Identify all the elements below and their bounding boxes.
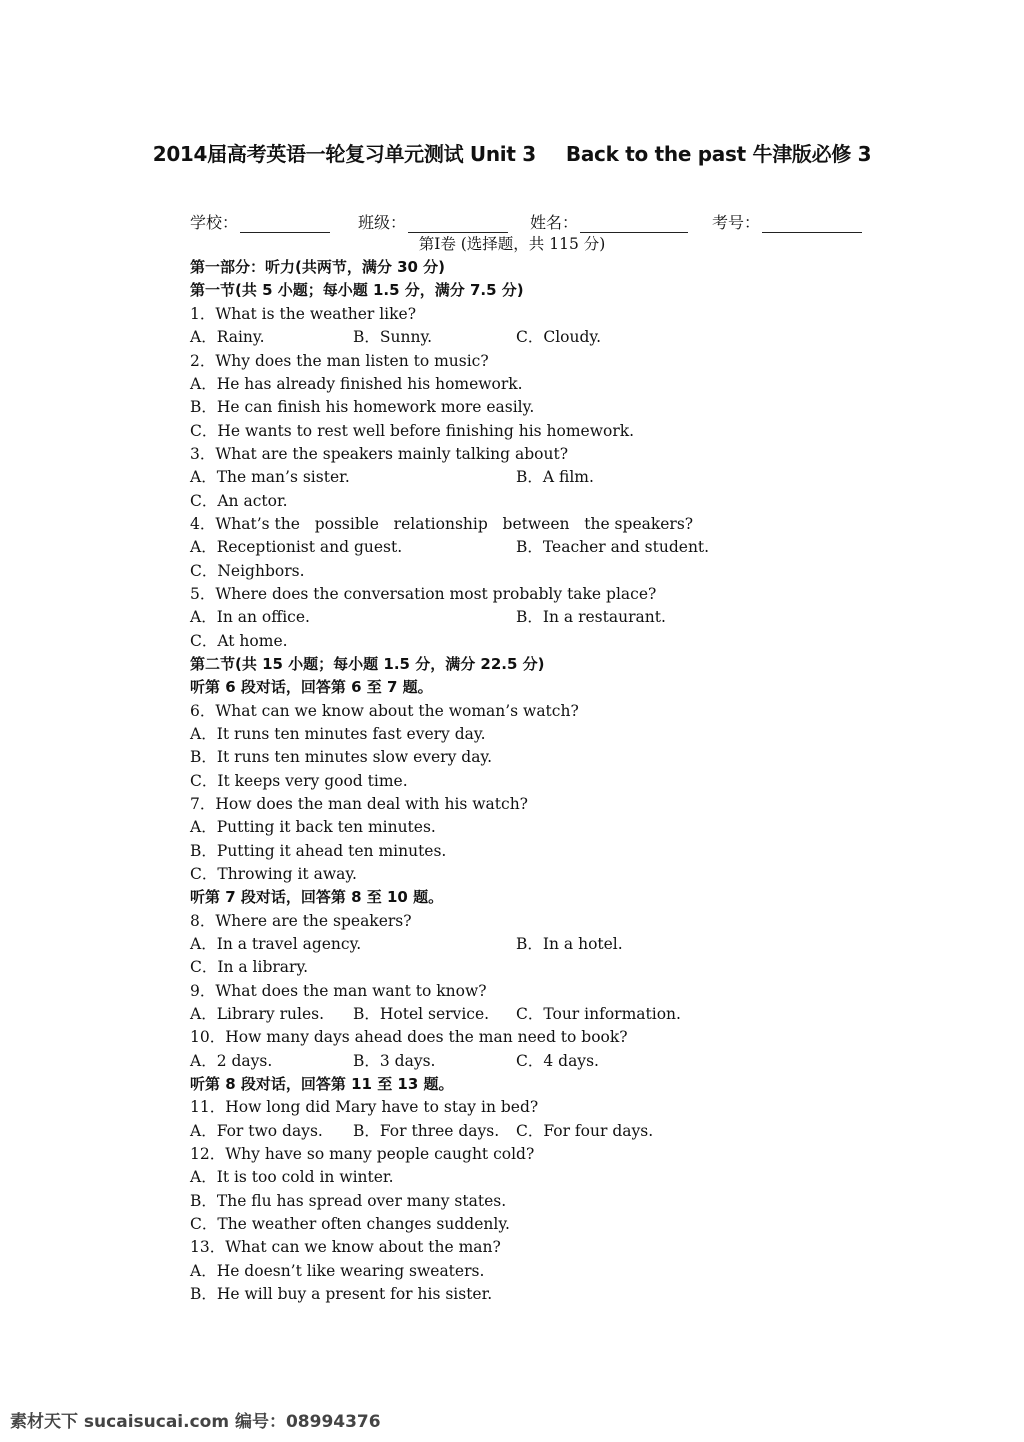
option-c: C．Throwing it away. (190, 865, 357, 883)
option-c: C．Neighbors. (190, 562, 305, 580)
question-3: 3．What are the speakers mainly talking about? (190, 445, 569, 463)
option-b: B．Sunny. (353, 328, 433, 346)
title-part1: 2014届高考英语一轮复习单元测试 Unit 3 (152, 142, 536, 166)
option-a: A．In a travel agency. (190, 935, 362, 953)
question-9: 9．What does the man want to know? (190, 982, 487, 1000)
option-b: B．In a restaurant. (516, 608, 666, 626)
option-a: A．It is too cold in winter. (190, 1168, 394, 1186)
watermark-bar: 素材天下 sucaisucai.com 编号：08994376 (10, 1412, 381, 1432)
number-field[interactable]: 考号： (712, 210, 862, 233)
option-b: B．3 days. (353, 1052, 436, 1070)
question-4: 4．What’s the possible relationship between the speakers? (190, 515, 694, 533)
option-a: A．It runs ten minutes fast every day. (190, 725, 486, 743)
option-b: B．For three days. (353, 1122, 500, 1140)
instruction-6: 听第 6 段对话，回答第 6 至 7 题。 (190, 678, 433, 696)
option-c: C．At home. (190, 632, 288, 650)
question-10: 10．How many days ahead does the man need to book? (190, 1028, 628, 1046)
name-field[interactable]: 姓名： (530, 210, 688, 233)
question-11: 11．How long did Mary have to stay in bed? (190, 1098, 539, 1116)
option-b: B．Teacher and student. (516, 538, 710, 556)
option-c: C．Tour information. (516, 1005, 681, 1023)
question-2: 2．Why does the man listen to music? (190, 352, 489, 370)
option-b: B．The flu has spread over many states. (190, 1192, 507, 1210)
question-7: 7．How does the man deal with his watch? (190, 795, 528, 813)
option-c: C．An actor. (190, 492, 288, 510)
volume-heading: 第Ⅰ卷 (选择题，共 115 分) (418, 235, 606, 253)
option-c: C．For four days. (516, 1122, 654, 1140)
option-b: B．He will buy a present for his sister. (190, 1285, 493, 1303)
section2-heading: 第二节(共 15 小题；每小题 1.5 分，满分 22.5 分) (190, 655, 545, 673)
option-a: A．Library rules. (190, 1005, 325, 1023)
option-c: C．He wants to rest well before finishing his homework. (190, 422, 635, 440)
option-b: B．A film. (516, 468, 594, 486)
page-title (0, 138, 1024, 167)
option-c: C．In a library. (190, 958, 309, 976)
option-a: A．Receptionist and guest. (190, 538, 403, 556)
part-heading: 第一部分：听力(共两节，满分 30 分) (190, 258, 446, 276)
class-field[interactable]: 班级： (358, 210, 508, 233)
option-a: A．Rainy. (190, 328, 265, 346)
option-b: B．In a hotel. (516, 935, 623, 953)
option-b: B．He can finish his homework more easily. (190, 398, 535, 416)
question-12: 12．Why have so many people caught cold? (190, 1145, 535, 1163)
question-8: 8．Where are the speakers? (190, 912, 412, 930)
option-a: A．Putting it back ten minutes. (190, 818, 436, 836)
option-a: A．In an office. (190, 608, 310, 626)
school-field[interactable]: 学校： (190, 210, 330, 233)
title-part2: Back to the past 牛津版必修 3 (565, 142, 872, 166)
option-b: B．Putting it ahead ten minutes. (190, 842, 447, 860)
option-a: A．He doesn’t like wearing sweaters. (190, 1262, 485, 1280)
question-6: 6．What can we know about the woman’s watch? (190, 702, 579, 720)
option-a: A．He has already finished his homework. (190, 375, 523, 393)
option-c: C．The weather often changes suddenly. (190, 1215, 510, 1233)
instruction-7: 听第 7 段对话，回答第 8 至 10 题。 (190, 888, 444, 906)
option-c: C．It keeps very good time. (190, 772, 408, 790)
option-a: A．For two days. (190, 1122, 323, 1140)
instruction-8: 听第 8 段对话，回答第 11 至 13 题。 (190, 1075, 454, 1093)
option-b: B．Hotel service. (353, 1005, 490, 1023)
option-a: A．The man’s sister. (190, 468, 350, 486)
option-c: C．4 days. (516, 1052, 599, 1070)
question-1: 1．What is the weather like? (190, 305, 417, 323)
option-c: C．Cloudy. (516, 328, 602, 346)
section1-heading: 第一节(共 5 小题；每小题 1.5 分，满分 7.5 分) (190, 281, 524, 299)
question-13: 13．What can we know about the man? (190, 1238, 501, 1256)
option-a: A．2 days. (190, 1052, 273, 1070)
option-b: B．It runs ten minutes slow every day. (190, 748, 493, 766)
question-5: 5．Where does the conversation most probably take place? (190, 585, 657, 603)
